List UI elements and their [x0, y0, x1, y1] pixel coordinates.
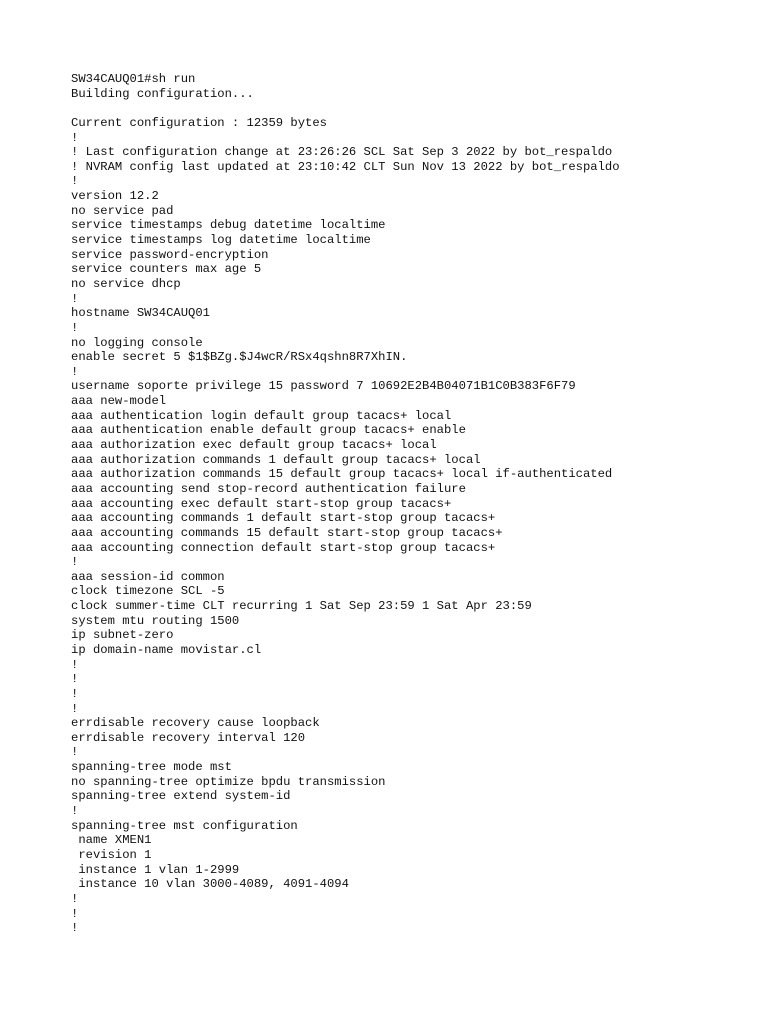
- config-line: !: [71, 130, 79, 145]
- config-line: aaa accounting commands 1 default start-stop group tacacs+: [71, 511, 496, 526]
- config-line: service password-encryption: [71, 247, 269, 262]
- config-line: Current configuration : 12359 bytes: [71, 115, 327, 130]
- config-line: name XMEN1: [71, 833, 152, 848]
- config-line: !: [71, 906, 79, 921]
- config-line: hostname SW34CAUQ01: [71, 306, 210, 321]
- config-line: !: [71, 364, 79, 379]
- config-line: no logging console: [71, 335, 203, 350]
- config-line: service timestamps debug datetime localtime: [71, 218, 386, 233]
- config-line: version 12.2: [71, 189, 159, 204]
- config-line: Building configuration...: [71, 86, 254, 101]
- config-line: errdisable recovery cause loopback: [71, 716, 320, 731]
- config-line: no service dhcp: [71, 276, 181, 291]
- config-line: aaa accounting commands 15 default start-stop group tacacs+: [71, 525, 503, 540]
- config-line: clock timezone SCL -5: [71, 584, 225, 599]
- config-line: aaa new-model: [71, 394, 167, 409]
- config-line: !: [71, 701, 79, 716]
- config-line: spanning-tree extend system-id: [71, 789, 291, 804]
- config-line: !: [71, 891, 79, 906]
- config-line: service counters max age 5: [71, 262, 262, 277]
- config-line: spanning-tree mode mst: [71, 760, 232, 775]
- config-line: spanning-tree mst configuration: [71, 818, 298, 833]
- config-text-block: [71, 72, 620, 936]
- config-line: !: [71, 555, 79, 570]
- config-line: clock summer-time CLT recurring 1 Sat Sep 23:59 1 Sat Apr 23:59: [71, 599, 532, 614]
- config-line: aaa authentication enable default group tacacs+ enable: [71, 423, 466, 438]
- config-line: system mtu routing 1500: [71, 613, 240, 628]
- config-line: [71, 101, 620, 116]
- config-line: !: [71, 804, 79, 819]
- config-line: !: [71, 672, 79, 687]
- config-line: errdisable recovery interval 120: [71, 730, 306, 745]
- config-line: !: [71, 686, 79, 701]
- config-line: aaa accounting send stop-record authentication failure: [71, 481, 466, 496]
- config-line: ! Last configuration change at 23:26:26 SCL Sat Sep 3 2022 by bot_respaldo: [71, 145, 613, 160]
- config-line: SW34CAUQ01#sh run: [71, 72, 196, 86]
- config-line: aaa authorization commands 1 default group tacacs+ local: [71, 452, 481, 467]
- config-line: service timestamps log datetime localtime: [71, 233, 371, 248]
- config-line: !: [71, 745, 79, 760]
- config-line: aaa accounting connection default start-stop group tacacs+: [71, 540, 496, 555]
- config-line: !: [71, 320, 79, 335]
- config-line: instance 1 vlan 1-2999: [71, 862, 240, 877]
- config-line: aaa authorization exec default group tacacs+ local: [71, 438, 437, 453]
- config-line: aaa session-id common: [71, 569, 225, 584]
- config-line: username soporte privilege 15 password 7 10692E2B4B04071B1C0B383F6F79: [71, 379, 576, 394]
- config-line: instance 10 vlan 3000-4089, 4091-4094: [71, 877, 349, 892]
- config-line: ! NVRAM config last updated at 23:10:42 CLT Sun Nov 13 2022 by bot_respaldo: [71, 159, 620, 174]
- config-line: !: [71, 657, 79, 672]
- config-line: !: [71, 174, 79, 189]
- config-line: revision 1: [71, 847, 152, 862]
- config-line: no spanning-tree optimize bpdu transmission: [71, 774, 386, 789]
- config-line: enable secret 5 $1$BZg.$J4wcR/RSx4qshn8R7XhIN.: [71, 350, 408, 365]
- config-line: aaa authorization commands 15 default group tacacs+ local if-authenticated: [71, 467, 613, 482]
- config-line: ip subnet-zero: [71, 628, 174, 643]
- config-line: !: [71, 291, 79, 306]
- config-line: aaa authentication login default group tacacs+ local: [71, 408, 452, 423]
- config-line: no service pad: [71, 203, 174, 218]
- config-line: aaa accounting exec default start-stop group tacacs+: [71, 496, 452, 511]
- config-line: ip domain-name movistar.cl: [71, 642, 262, 657]
- config-line: !: [71, 921, 79, 936]
